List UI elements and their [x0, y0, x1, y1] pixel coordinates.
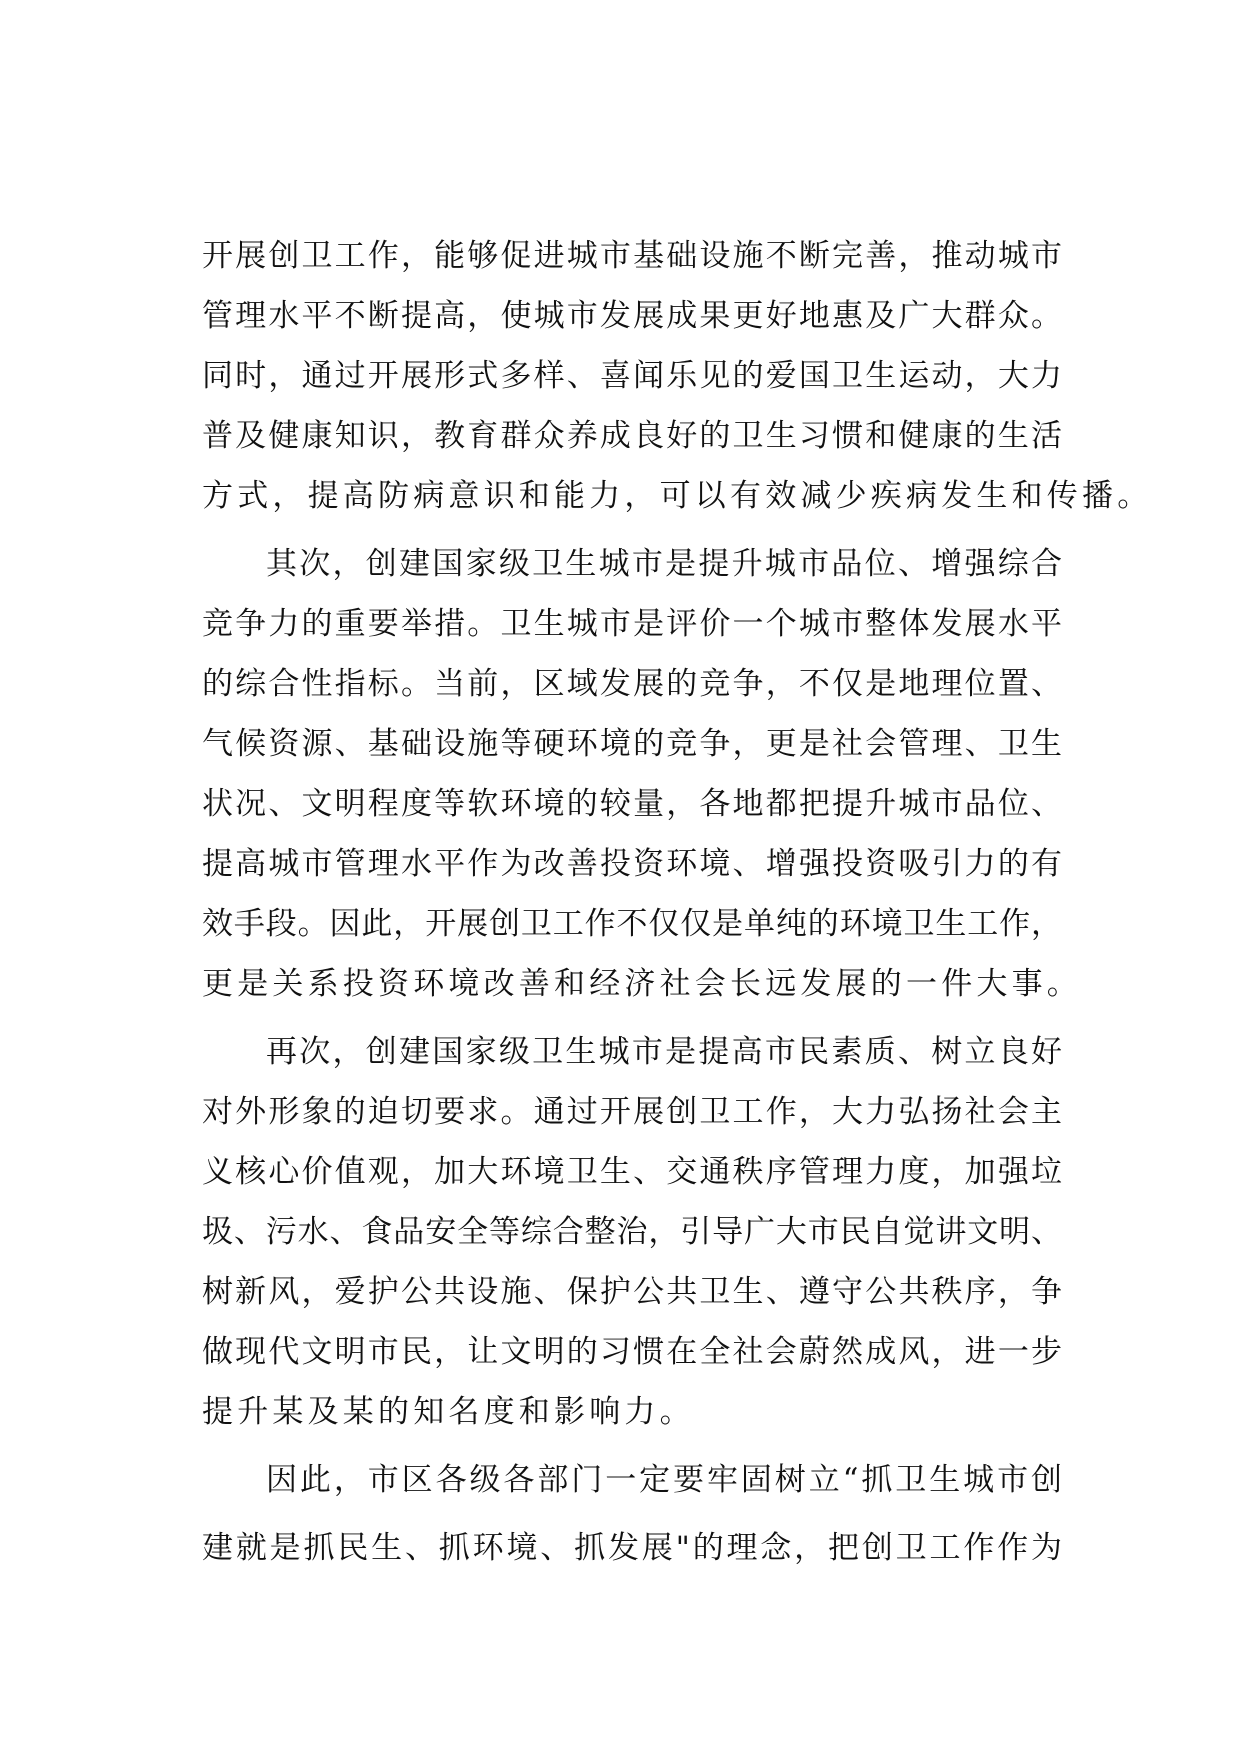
body-text — [202, 226, 1153, 1578]
text-line: 开展创卫工作，能够促进城市基础设施不断完善，推动城市 — [202, 238, 1062, 274]
text-line: 做现代文明市民，让文明的习惯在全社会蔚然成风，进一步 — [202, 1334, 1062, 1370]
text-line: 管理水平不断提高，使城市发展成果更好地惠及广大群众。 — [202, 298, 1062, 334]
paragraph-first-line: 其次，创建国家级卫生城市是提升城市品位、增强综合 — [266, 546, 1062, 582]
text-line: 圾、污水、食品安全等综合整治，引导广大市民自觉讲文明、 — [202, 1214, 1062, 1250]
text-line: 建就是抓民生、抓环境、抓发展"的理念，把创卫工作作为 — [202, 1530, 1062, 1566]
text-line: 更是关系投资环境改善和经济社会长远发展的一件大事。 — [202, 966, 1082, 1002]
text-line: 树新风，爱护公共设施、保护公共卫生、遵守公共秩序，争 — [202, 1274, 1062, 1310]
paragraph-first-line: 因此，市区各级各部门一定要牢固树立“抓卫生城市创 — [266, 1462, 1062, 1498]
text-line: 提高城市管理水平作为改善投资环境、增强投资吸引力的有 — [202, 846, 1062, 882]
text-line: 提升某及某的知名度和影响力。 — [202, 1394, 695, 1430]
paragraph-first-line: 再次，创建国家级卫生城市是提高市民素质、树立良好 — [266, 1034, 1062, 1070]
text-line: 普及健康知识，教育群众养成良好的卫生习惯和健康的生活 — [202, 418, 1062, 454]
text-line: 义核心价值观，加大环境卫生、交通秩序管理力度，加强垃 — [202, 1154, 1062, 1190]
text-line: 方式，提高防病意识和能力，可以有效减少疾病发生和传播。 — [202, 478, 1153, 514]
text-line: 的综合性指标。当前，区域发展的竞争，不仅是地理位置、 — [202, 666, 1062, 702]
text-line: 状况、文明程度等软环境的较量，各地都把提升城市品位、 — [202, 786, 1062, 822]
text-line: 效手段。因此，开展创卫工作不仅仅是单纯的环境卫生工作， — [202, 906, 1062, 942]
text-line: 对外形象的迫切要求。通过开展创卫工作，大力弘扬社会主 — [202, 1094, 1062, 1130]
text-line: 同时，通过开展形式多样、喜闻乐见的爱国卫生运动，大力 — [202, 358, 1062, 394]
text-line: 竞争力的重要举措。卫生城市是评价一个城市整体发展水平 — [202, 606, 1062, 642]
text-line: 气候资源、基础设施等硬环境的竞争，更是社会管理、卫生 — [202, 726, 1062, 762]
